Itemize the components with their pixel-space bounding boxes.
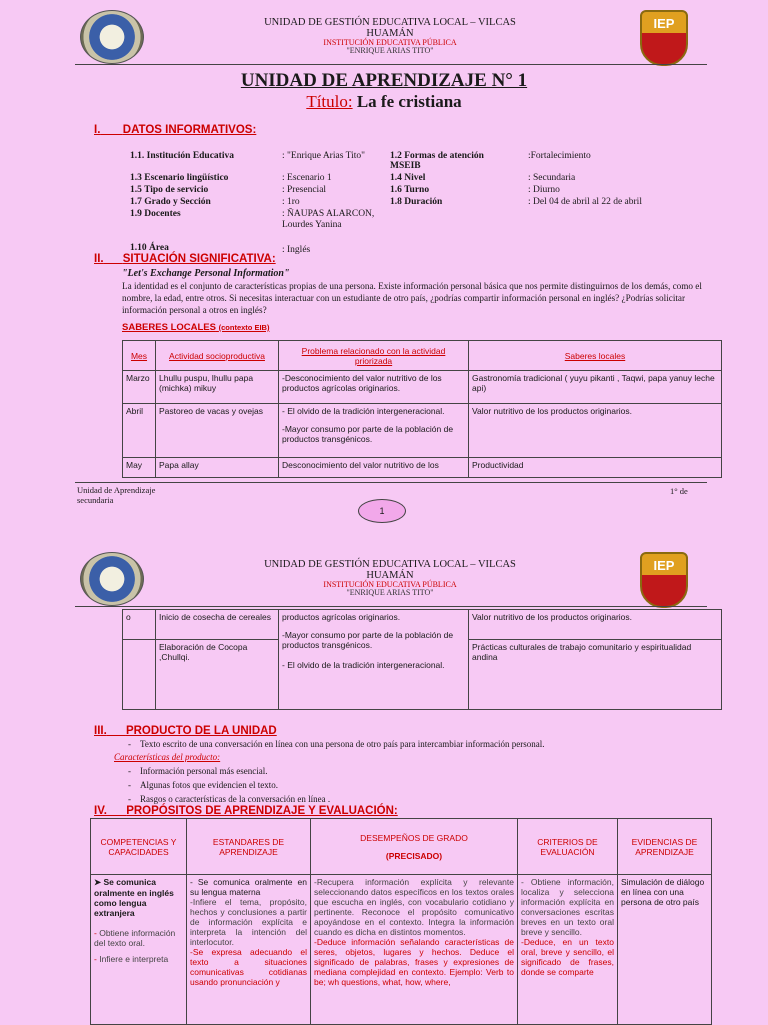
situation-subtitle: "Let's Exchange Personal Information" xyxy=(122,268,290,279)
footer-left: Unidad de Aprendizaje secundaria xyxy=(77,485,156,505)
section-2-heading: II. SITUACIÓN SIGNIFICATIVA: xyxy=(94,253,276,265)
cell-mes: o xyxy=(123,610,156,640)
info-label-3: 1.3 Escenario lingüístico xyxy=(130,173,229,183)
cell-saberes: Valor nutritivo de los productos originarios. xyxy=(469,404,722,458)
cell-evidencias: Simulación de diálogo en línea con una persona de otro país xyxy=(618,875,712,1025)
cell-actividad: Papa allay xyxy=(156,458,279,478)
col-header-desempenos: DESEMPEÑOS DE GRADO (PRECISADO) xyxy=(311,819,518,875)
cell-competencias xyxy=(91,875,187,1025)
info-label-2: 1.2 Formas de atención MSEIB xyxy=(390,151,484,171)
table-header-row xyxy=(123,341,722,371)
list-item: - Información personal más esencial. xyxy=(128,766,268,776)
saberes-table-continued xyxy=(122,609,722,710)
section-4-heading: IV. PROPÓSITOS DE APRENDIZAJE Y EVALUACIÓN: xyxy=(94,805,398,817)
info-value-9: : ÑAUPAS ALARCON, Lourdes Yanina xyxy=(282,209,375,231)
page-header: UNIDAD DE GESTIÓN EDUCATIVA LOCAL – VILCAS HUAMÁN INSTITUCIÓN EDUCATIVA PÚBLICA "ENRIQUE ARIAS TITO" xyxy=(264,559,516,597)
header-line2: HUAMÁN xyxy=(366,27,414,39)
header-divider xyxy=(75,606,707,607)
cell-actividad: Lhullu puspu, lhullu papa (michka) mikuy xyxy=(156,371,279,404)
info-value-5: : Presencial xyxy=(282,185,327,195)
table-row xyxy=(123,610,722,640)
info-label-5: 1.5 Tipo de servicio xyxy=(130,185,209,195)
col-header-estandares: ESTANDARES DE APRENDIZAJE xyxy=(187,819,311,875)
footer-divider xyxy=(75,482,707,483)
table-row xyxy=(123,404,722,458)
cell-mes: Marzo xyxy=(123,371,156,404)
situation-body: La identidad es el conjunto de características propias de una persona. Existe información personal básica que nos permite distinguirnos de los demás, como el nombre, la edad, entre otros. Si necesitas interactuar con un estudiante de otro país, ¿podrías compartir información personal en inglés? ¿Podrías solicitar información personal a otros en inglés? xyxy=(122,281,702,316)
info-label-1: 1.1. Institución Educativa xyxy=(130,151,234,161)
info-value-2: :Fortalecimiento xyxy=(528,151,591,161)
capacity-2: - Infiere e interpreta xyxy=(94,954,169,964)
header-line1: UNIDAD DE GESTIÓN EDUCATIVA LOCAL – VILCAS xyxy=(264,17,516,28)
cell-problema: Desconocimiento del valor nutritivo de los xyxy=(279,458,469,478)
section-3-heading: III. PRODUCTO DE LA UNIDAD xyxy=(94,725,277,737)
product-line: - Texto escrito de una conversación en línea con una persona de otro país para intercambiar información personal. xyxy=(128,739,545,749)
cell-saberes: Valor nutritivo de los productos originarios. xyxy=(469,610,722,640)
unit-subtitle xyxy=(0,92,768,112)
page-header xyxy=(200,18,580,55)
cell-mes xyxy=(123,640,156,710)
iep-shield-logo: IEP xyxy=(640,10,688,66)
cell-saberes: Gastronomía tradicional ( yuyu pikanti , Taqwi, papa yanuy leche api) xyxy=(469,371,722,404)
cell-problema: - El olvido de la tradición intergeneracional. -Mayor consumo por parte de la población de productos transgénicos. xyxy=(279,404,469,458)
saberes-table xyxy=(122,340,722,478)
info-label-10: 1.10 Área xyxy=(130,243,169,253)
capacity-1: - Obtiene información del texto oral. xyxy=(94,928,176,948)
header-line3: INSTITUCIÓN EDUCATIVA PÚBLICA xyxy=(323,38,457,47)
col-header-criterios: CRITERIOS DE EVALUACIÓN xyxy=(518,819,618,875)
list-item: - Algunas fotos que evidencien el texto. xyxy=(128,780,278,790)
cell-criterios: - Obtiene información, localiza y selecciona información explícita en conversaciones escritas breves en un texto oral breve y sencillo. -Deduce, en un texto oral, breve y sencillo, el significado de frases, donde se comparte xyxy=(518,875,618,1025)
col-header-mes: Mes xyxy=(123,341,156,371)
table-row xyxy=(123,458,722,478)
table-row xyxy=(91,875,712,1025)
cell-actividad: Pastoreo de vacas y ovejas xyxy=(156,404,279,458)
title-label: Título: xyxy=(306,92,353,111)
info-value-4: : Secundaria xyxy=(528,173,576,183)
cell-saberes: Prácticas culturales de trabajo comunitario y espiritualidad andina xyxy=(469,640,722,710)
col-header-evidencias: EVIDENCIAS DE APRENDIZAJE xyxy=(618,819,712,875)
product-characteristics-label: Características del producto: xyxy=(114,752,221,762)
info-value-1: : "Enrique Arias Tito" xyxy=(282,151,365,161)
info-label-4: 1.4 Nivel xyxy=(390,173,426,183)
title-value: La fe cristiana xyxy=(356,92,462,111)
header-divider xyxy=(75,64,707,65)
school-seal-logo xyxy=(80,10,144,64)
info-value-6: : Diurno xyxy=(528,185,560,195)
info-label-9: 1.9 Docentes xyxy=(130,209,181,219)
header-line4: "ENRIQUE ARIAS TITO" xyxy=(346,46,434,55)
cell-desempenos: -Recupera información explícita y relevante seleccionando datos específicos en los textos orales que escucha en inglés, con vocabulario cotidiano y pertinente. Reconoce el propósito comunicativo apoyándose en el contexto. Integra la información cuando es dicha en distintos momentos. -Deduce información señalando características de seres, objetos, lugares y hechos. Deduce el significado de palabras, frases y expresiones de mediana complejidad en contexto. Ejemplo: Verb to be; wh questions, what, how, where, xyxy=(311,875,518,1025)
info-value-3: : Escenario 1 xyxy=(282,173,332,183)
page-number-badge: 1 xyxy=(358,499,406,523)
list-item: - Rasgos o características de la conversación en línea . xyxy=(128,794,331,804)
cell-actividad: Elaboración de Cocopa ,Chullqi. xyxy=(156,640,279,710)
info-value-8: : Del 04 de abril al 22 de abril xyxy=(528,197,642,207)
cell-saberes: Productividad xyxy=(469,458,722,478)
info-label-7: 1.7 Grado y Sección xyxy=(130,197,211,207)
cell-estandares: - Se comunica oralmente en su lengua materna -Infiere el tema, propósito, hechos y conclusiones a partir de información explícita e interpreta la intención del interlocutor. -Se expresa adecuando el texto a situaciones comunicativas cotidianas usando pronunciación y xyxy=(187,875,311,1025)
cell-actividad: Inicio de cosecha de cereales xyxy=(156,610,279,640)
section-1-heading: I. DATOS INFORMATIVOS: xyxy=(94,124,257,136)
col-header-saberes: Saberes locales xyxy=(469,341,722,371)
info-value-7: : 1ro xyxy=(282,197,300,207)
col-header-competencias: COMPETENCIAS Y CAPACIDADES xyxy=(91,819,187,875)
table-header-row xyxy=(91,819,712,875)
col-header-problema: Problema relacionado con la actividad priorizada xyxy=(279,341,469,371)
footer-right: 1° de xyxy=(670,486,688,496)
cell-mes: May xyxy=(123,458,156,478)
info-label-6: 1.6 Turno xyxy=(390,185,430,195)
competency-text: ➤ Se comunica oralmente en inglés como lengua extranjera xyxy=(94,877,174,918)
cell-mes: Abril xyxy=(123,404,156,458)
col-header-actividad: Actividad socioproductiva xyxy=(156,341,279,371)
unit-title: UNIDAD DE APRENDIZAJE N° 1 xyxy=(240,70,528,91)
purposes-table xyxy=(90,818,712,1025)
cell-problema: productos agrícolas originarios. -Mayor consumo por parte de la población de productos transgénicos. - El olvido de la tradición intergeneracional. xyxy=(279,610,469,710)
info-value-10: : Inglés xyxy=(282,245,311,255)
cell-problema: -Desconocimiento del valor nutritivo de los productos agrícolas originarios. xyxy=(279,371,469,404)
saberes-heading: SABERES LOCALES (contexto EIB) xyxy=(122,322,270,333)
school-seal-logo xyxy=(80,552,144,606)
info-label-8: 1.8 Duración xyxy=(390,197,443,207)
iep-shield-logo: IEP xyxy=(640,552,688,608)
table-row xyxy=(123,371,722,404)
